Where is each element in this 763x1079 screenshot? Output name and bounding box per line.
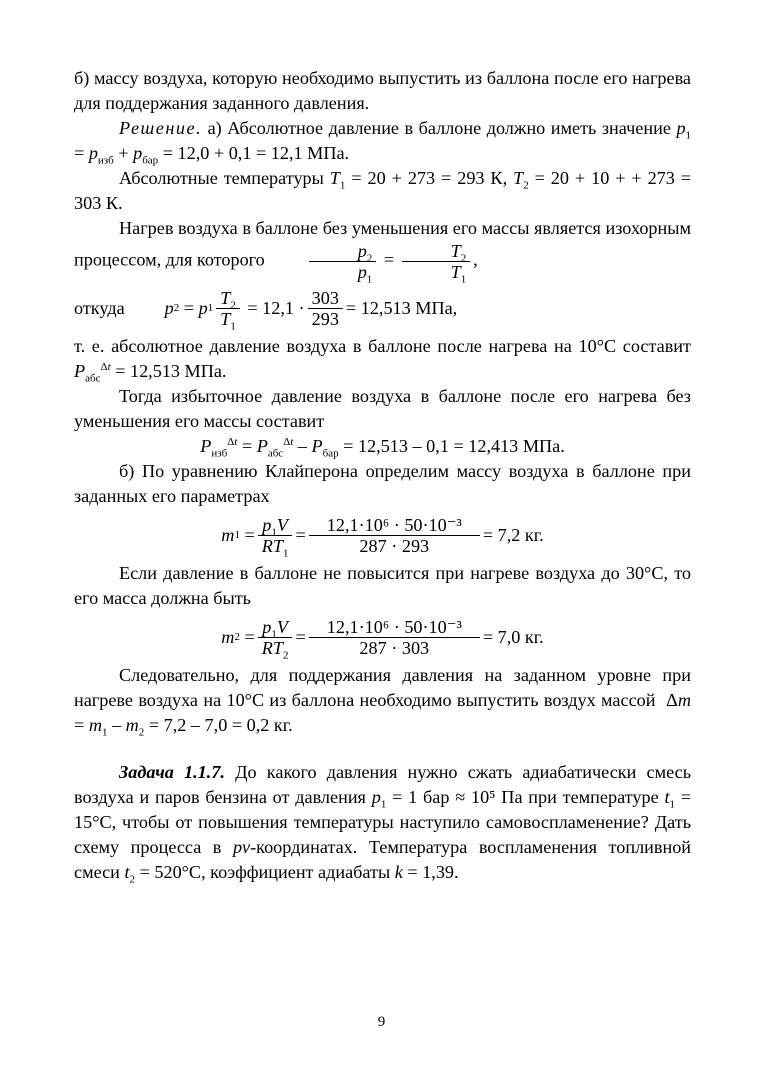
paragraph-ie: т. е. абсолютное давление воздуха в баллоне после нагрева на 10°С составит $P_{абс}^{\Delta t} = 12,513$ МПа. [74,336,691,385]
frac-den-293: 293 [311,308,339,329]
whence-word: откуда [74,297,125,318]
equation-m2: m 2 = $\frac{p_1V}{RT_2}$ = $\frac{\text{12,1·10⁶ · 50·10⁻³}}{287 \cdot 303}$ = 7,0 кг. [221,616,544,662]
temps-label: Абсолютные температуры [119,168,324,188]
equation-excess: $P_{изб}^{\Delta t} = P_{абс}^{\Delta t} - P_{бар} = 12,513 - 0,1 = 12,413$ МПа. [200,435,565,460]
task-p1-value: = 1 бар ≈ 10⁵ Па при температуре [392,787,659,807]
task-label: Задача 1.1.7. [119,762,225,782]
equation-m1: m 1 = $\frac{p_1V}{RT_1}$ = $\frac{\text{12,1·10⁶ · 50·10⁻³}}{287 \cdot 293}$ = 7,2 кг. [221,514,544,560]
solution-a-text: а) Абсолютное давление в баллоне должно иметь значение [207,118,671,138]
equation-p2: откуда p 2 = p 1 $\frac{T_2}{T_1}$ = 12,1 · $\frac{303}{293}$ = 12,513 МПа, [74,287,458,333]
paragraph-if: Если давление в баллоне не повысится при нагреве воздуха до 30°С, то его масса должна быть [74,563,691,608]
paragraph-clapeyron: б) По уравнению Клайперона определим массу воздуха в баллоне при заданных его параметрах [74,461,691,506]
paragraph-task-b: б) массу воздуха, которую необходимо выпустить из баллона после его нагрева для поддержания заданного давления. [74,68,691,113]
delta-m-values: = 7,2 – 7,0 = 0,2 кг. [148,715,293,735]
isochoric-text: Нагрев воздуха в баллоне без уменьшения его массы является изохорным процессом, для которого [74,218,691,270]
solution-label: Решение. [119,118,203,138]
paragraph-task-117: Задача 1.1.7. До какого давления нужно сжать адиабатически смесь воздуха и паров бензина от давления $p_1 = 1$ бар ≈ 10⁵ Па при температуре $t_1 = 15^\circ С$, чтобы от повышения температуры наступило самовоспламенение? Дать схему процесса в pv-координатах. Температура воспламенения топливной смеси $t_2 = 520^\circ С$, коэффициент адиабаты k = 1,39. [74,762,692,886]
task-t1-value: = 15°С, чтобы от повышения температуры наступило самовоспламенение? Дать схему процесса в [74,787,692,857]
ie-value: = 12,513 МПа. [115,361,227,381]
ratio-t2-t1: $\frac{T_2}{T_1}$ [402,241,471,282]
task-k-value: = 1,39. [407,862,459,882]
task-text-1: До какого давления нужно сжать адиабатически смесь воздуха и паров бензина от давления [74,762,691,807]
p2-result: = 12,513 МПа, [345,297,458,318]
t2-value: = 20 + 10 + + 273 = 303 К. [74,168,692,213]
paragraph-excess: Тогда избыточное давление воздуха в баллоне после его нагрева без уменьшения его массы составит [74,386,691,431]
ie-text: т. е. абсолютное давление воздуха в баллоне после нагрева на 10°С составит [74,336,691,356]
task-pv: pv [232,837,251,857]
paragraph-isochoric: Нагрев воздуха в баллоне без уменьшения его массы является изохорным процессом, для которого $\frac{p_2}{p_1}$ = $\frac{T_2}{T_1}$ , [74,218,691,286]
paragraph-therefore: Следовательно, для поддержания давления на заданном уровне при нагреве воздуха на 10°С из баллона необходимо выпустить воздух массой $\Delta m = m_1 - m_2 = 7,2 - 7,0 = 0,2$ кг. [74,665,691,739]
paragraph-temperatures: Абсолютные температуры $T_1 = 20 + 273 = 293$ К, $T_2 = 20 + 10$ + + 273 = 303 К. [74,168,692,213]
therefore-text: Следовательно, для поддержания давления на заданном уровне при нагреве воздуха на 10°С из баллона необходимо выпустить воздух массой [74,665,691,710]
document-page [74,66,691,885]
m2-numerator: 12,1·10⁶ · 50·10⁻³ [309,617,480,638]
t1-value: = 20 + 273 = 293 К, [351,168,508,188]
m2-denominator: 287 · 303 [359,637,430,658]
m1-denominator: 287 · 293 [359,535,430,556]
task-t2-value: = 520°С, коэффициент адиабаты [139,862,391,882]
m1-result: = 7,2 кг. [482,524,544,545]
frac-num-303: 303 [308,288,343,309]
ratio-p2-p1: $\frac{p_2}{p_1}$ [309,241,377,282]
p2-calc: = 12,1 · [247,297,305,318]
paragraph-solution-a: Решение. а) Абсолютное давление в баллоне должно иметь значение $p_1 = p_{изб} + p_{бар} = 12,0 + 0,1 = 12,1$ МПа. [74,118,692,167]
m1-numerator: 12,1·10⁶ · 50·10⁻³ [309,515,480,536]
m2-result: = 7,0 кг. [482,626,544,647]
excess-eq-values: = 12,513 – 0,1 = 12,413 МПа. [343,436,565,456]
task-text-2: -координатах. Температура воспламенения топливной смеси [74,837,692,882]
solution-a-values: = 12,0 + 0,1 = 12,1 МПа. [162,143,350,163]
page-number: 9 [377,1014,386,1030]
